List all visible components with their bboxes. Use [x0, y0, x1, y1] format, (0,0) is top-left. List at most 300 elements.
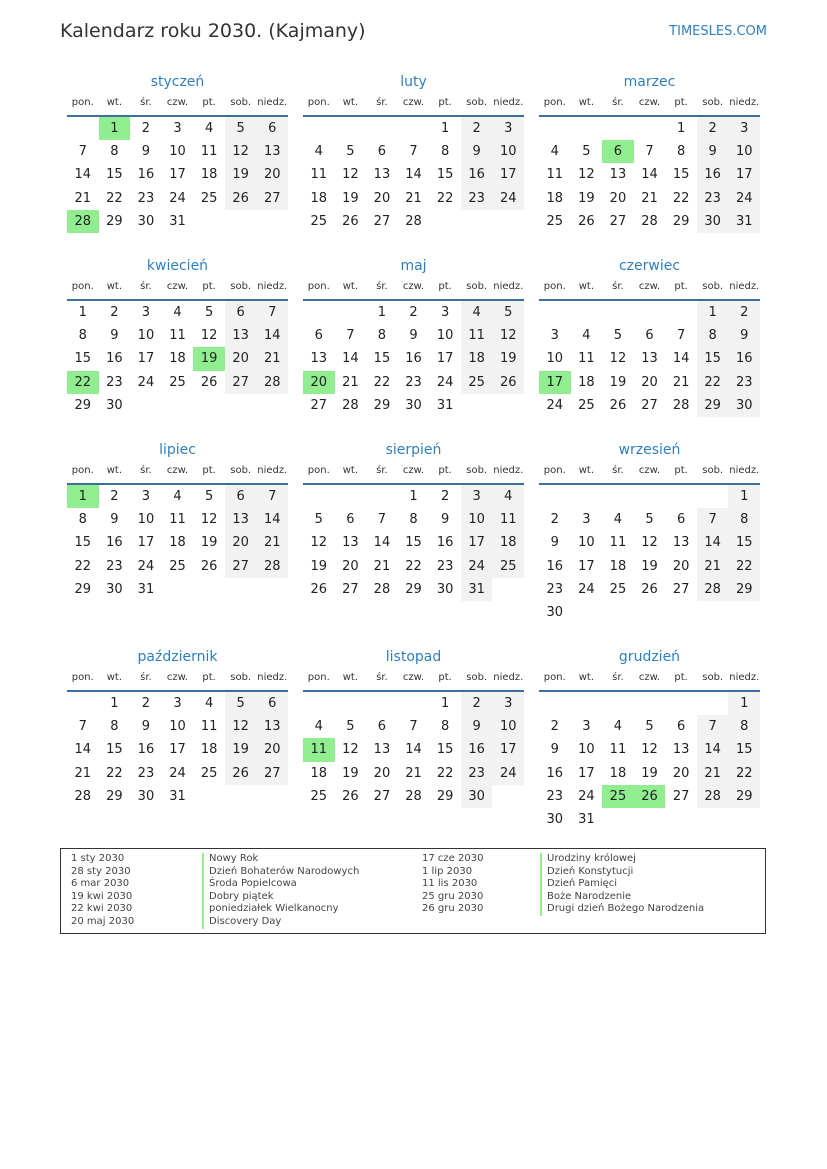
month-calendar [539, 645, 760, 831]
day-cell: 9 [110, 328, 119, 344]
day-cell: 20 [609, 190, 627, 206]
day-cell: 8 [409, 512, 418, 528]
week-row [539, 578, 760, 601]
month-name: czerwiec [618, 258, 681, 274]
day-cell: 3 [141, 305, 151, 320]
weekday-label: śr. [376, 97, 388, 108]
week-row [539, 715, 760, 738]
empty-cell [602, 117, 634, 140]
day-cell: 19 [578, 190, 595, 206]
day-cell: 9 [728, 324, 760, 347]
week-row [303, 163, 524, 186]
day-cell: 11 [578, 351, 595, 367]
day-cell: 7 [256, 301, 288, 324]
weekday-label: niedz. [729, 97, 760, 108]
day-cell: 19 [609, 374, 627, 390]
weekday-label: sob. [702, 465, 724, 476]
day-cell: 30 [546, 811, 564, 827]
day-cell: 3 [173, 696, 182, 711]
day-cell: 14 [672, 351, 690, 367]
day-cell: 27 [225, 371, 257, 394]
day-cell: 12 [342, 742, 359, 758]
day-cell: 3 [440, 305, 450, 320]
weekday-label: niedz. [729, 465, 760, 476]
day-cell: 14 [256, 508, 288, 531]
day-cell: 26 [578, 213, 595, 229]
weekday-header [67, 278, 288, 301]
day-cell: 4 [173, 489, 182, 504]
legend-holiday-name: Dzień Konstytucji [540, 866, 704, 879]
day-cell: 25 [200, 190, 218, 206]
day-cell: 6 [645, 328, 654, 344]
day-cell: 17 [492, 738, 524, 761]
day-cell: 4 [582, 328, 591, 344]
week-row [539, 210, 760, 233]
day-cell: 31 [461, 578, 493, 601]
day-cell: 19 [492, 347, 524, 370]
day-cell: 15 [74, 351, 92, 367]
week-row [67, 555, 288, 578]
weekday-label: śr. [140, 281, 152, 292]
day-cell: 10 [578, 742, 595, 758]
day-cell: 4 [204, 696, 214, 711]
day-cell: 11 [200, 144, 218, 160]
day-cell: 4 [314, 719, 323, 735]
day-cell: 21 [74, 765, 92, 781]
day-cell: 29 [74, 397, 92, 413]
day-cell: 21 [74, 190, 92, 206]
weekday-label: sob. [466, 97, 488, 108]
legend-date: 25 gru 2030 [422, 890, 484, 902]
empty-cell [303, 485, 335, 508]
site-link[interactable]: TIMESLES.COM [669, 24, 767, 39]
empty-cell [162, 394, 194, 417]
week-row [539, 324, 760, 347]
day-cell: 12 [578, 167, 595, 183]
day-cell: 22 [728, 555, 760, 578]
weekday-label: sob. [230, 281, 252, 292]
empty-cell [602, 808, 634, 831]
day-cell: 24 [436, 374, 454, 390]
day-cell: 8 [78, 328, 87, 344]
day-cell: 10 [728, 140, 760, 163]
day-cell: 9 [141, 719, 151, 735]
day-cell: 7 [256, 485, 288, 508]
day-cell: 29 [436, 788, 454, 804]
day-cell: 12 [200, 328, 218, 344]
day-cell: 1 [377, 305, 387, 320]
day-cell: 2 [461, 117, 493, 140]
day-cell: 27 [342, 581, 359, 597]
empty-cell [398, 692, 430, 715]
day-cell: 12 [609, 351, 627, 367]
week-row [303, 394, 524, 417]
empty-cell [665, 601, 697, 624]
weekday-label: pt. [674, 672, 688, 683]
day-cell: 21 [256, 347, 288, 370]
day-cell: 9 [550, 535, 559, 551]
month-calendar [539, 254, 760, 417]
day-cell: 19 [342, 765, 359, 781]
day-cell: 30 [106, 581, 123, 597]
day-cell: 13 [373, 167, 391, 183]
week-row [539, 555, 760, 578]
week-row [303, 347, 524, 370]
day-cell: 30 [137, 788, 155, 804]
day-cell: 28 [256, 371, 288, 394]
day-cell: 22 [728, 762, 760, 785]
day-cell: 29 [728, 578, 760, 601]
day-cell: 20 [672, 558, 690, 574]
day-cell: 7 [676, 328, 686, 344]
day-cell: 16 [546, 558, 564, 574]
week-row [67, 140, 288, 163]
day-cell: 9 [697, 140, 729, 163]
legend-holiday-name: Dobry piątek [202, 891, 359, 904]
day-cell: 16 [546, 765, 564, 781]
day-cell: 27 [373, 213, 391, 229]
month-name: luty [400, 74, 427, 90]
weekday-label: śr. [140, 465, 152, 476]
week-row [67, 394, 288, 417]
empty-cell [225, 785, 257, 808]
day-cell: 5 [314, 512, 323, 528]
weekday-label: śr. [612, 465, 624, 476]
day-cell: 13 [225, 324, 257, 347]
week-row [303, 692, 524, 715]
weekday-label: śr. [612, 97, 624, 108]
day-cell: 5 [225, 692, 257, 715]
empty-cell [256, 785, 288, 808]
day-cell: 23 [461, 187, 493, 210]
day-cell: 17 [137, 351, 155, 367]
day-cell: 29 [405, 581, 422, 597]
day-cell: 19 [342, 190, 359, 206]
week-row [67, 578, 288, 601]
weekday-header [539, 278, 760, 301]
day-cell: 24 [578, 788, 595, 804]
day-cell: 17 [169, 167, 186, 183]
weekday-label: pt. [438, 465, 452, 476]
day-cell: 29 [697, 394, 729, 417]
day-cell: 28 [405, 213, 422, 229]
day-cell: 25 [169, 558, 186, 574]
day-cell: 11 [169, 328, 186, 344]
month-name: wrzesień [618, 442, 681, 458]
day-cell: 10 [436, 328, 454, 344]
empty-cell [492, 785, 524, 808]
day-cell: 8 [110, 144, 119, 160]
day-cell: 21 [405, 765, 422, 781]
day-cell: 14 [641, 167, 658, 183]
day-cell: 30 [697, 210, 729, 233]
day-cell: 24 [169, 190, 186, 206]
day-cell: 22 [697, 371, 729, 394]
day-cell: 20 [373, 190, 391, 206]
empty-cell [571, 601, 603, 624]
week-row [303, 301, 524, 324]
weekday-label: czw. [638, 465, 661, 476]
day-cell: 3 [492, 692, 524, 715]
day-cell: 13 [672, 535, 690, 551]
day-cell: 30 [436, 581, 454, 597]
weekday-label: pon. [307, 97, 330, 108]
weekday-header [303, 94, 524, 117]
day-cell: 9 [110, 512, 119, 528]
day-cell: 14 [256, 324, 288, 347]
weekday-label: niedz. [729, 281, 760, 292]
empty-cell [602, 301, 634, 324]
weekday-header [303, 278, 524, 301]
day-cell: 21 [672, 374, 690, 390]
day-cell: 31 [169, 213, 186, 229]
day-cell: 12 [492, 324, 524, 347]
day-cell: 16 [697, 163, 729, 186]
week-row [539, 508, 760, 531]
weekday-label: sob. [230, 97, 252, 108]
empty-cell [398, 117, 430, 140]
week-row [303, 715, 524, 738]
week-row [539, 531, 760, 554]
day-cell: 16 [405, 351, 422, 367]
day-cell: 15 [436, 167, 454, 183]
weekday-label: pon. [543, 281, 566, 292]
day-cell: 22 [106, 190, 123, 206]
week-row [67, 187, 288, 210]
day-cell: 25 [609, 581, 627, 597]
empty-cell [697, 692, 729, 715]
weekday-label: czw. [638, 281, 661, 292]
day-cell: 30 [728, 394, 760, 417]
week-row [539, 347, 760, 370]
legend-date: 28 sty 2030 [71, 865, 131, 877]
weekday-label: pon. [71, 97, 94, 108]
day-cell: 25 [602, 785, 634, 808]
day-cell: 9 [141, 144, 151, 160]
day-cell: 27 [225, 555, 257, 578]
day-cell: 25 [310, 213, 328, 229]
day-cell: 7 [409, 144, 418, 160]
week-row [67, 371, 288, 394]
day-cell: 5 [346, 719, 355, 735]
empty-cell [492, 210, 524, 233]
day-cell: 12 [225, 715, 257, 738]
day-cell: 24 [578, 581, 595, 597]
day-cell: 3 [582, 719, 591, 735]
day-cell: 1 [67, 485, 99, 508]
weekday-header [539, 94, 760, 117]
day-cell: 16 [461, 738, 493, 761]
day-cell: 7 [377, 512, 387, 528]
day-cell: 28 [67, 210, 99, 233]
day-cell: 17 [578, 558, 595, 574]
weekday-label: pt. [674, 465, 688, 476]
week-row [303, 531, 524, 554]
day-cell: 3 [461, 485, 493, 508]
month-calendar [67, 254, 288, 417]
weekday-label: wt. [342, 281, 358, 292]
day-cell: 27 [310, 397, 328, 413]
week-row [67, 738, 288, 761]
day-cell: 6 [676, 719, 686, 735]
legend-holiday-name: Dzień Bohaterów Narodowych [202, 866, 359, 879]
day-cell: 10 [578, 535, 595, 551]
day-cell: 3 [582, 512, 591, 528]
day-cell: 5 [645, 512, 654, 528]
day-cell: 23 [546, 581, 564, 597]
day-cell: 12 [225, 140, 257, 163]
week-row [539, 601, 760, 624]
weekday-label: wt. [106, 465, 122, 476]
day-cell: 28 [74, 788, 92, 804]
day-cell: 3 [141, 489, 151, 504]
day-cell: 19 [641, 765, 658, 781]
day-cell: 17 [492, 163, 524, 186]
week-row [539, 117, 760, 140]
weekday-label: pon. [71, 672, 94, 683]
month-name: styczeń [150, 74, 205, 90]
weekday-label: pon. [71, 281, 94, 292]
day-cell: 5 [613, 328, 623, 344]
week-row [303, 578, 524, 601]
day-cell: 13 [342, 535, 359, 551]
day-cell: 24 [169, 765, 186, 781]
day-cell: 7 [78, 144, 87, 160]
day-cell: 22 [106, 765, 123, 781]
day-cell: 8 [78, 512, 87, 528]
day-cell: 11 [310, 167, 328, 183]
day-cell: 25 [578, 397, 595, 413]
weekday-label: czw. [166, 465, 189, 476]
day-cell: 27 [609, 213, 627, 229]
day-cell: 4 [173, 305, 182, 320]
day-cell: 13 [609, 167, 627, 183]
day-cell: 1 [440, 121, 450, 136]
weekday-label: śr. [612, 672, 624, 683]
day-cell: 15 [106, 167, 123, 183]
empty-cell [634, 117, 666, 140]
day-cell: 7 [697, 715, 729, 738]
empty-cell [130, 394, 162, 417]
day-cell: 29 [672, 213, 690, 229]
day-cell: 9 [461, 715, 493, 738]
empty-cell [461, 210, 493, 233]
day-cell: 18 [310, 765, 328, 781]
day-cell: 17 [169, 742, 186, 758]
empty-cell [665, 692, 697, 715]
day-cell: 4 [461, 301, 493, 324]
month-name: kwiecień [146, 258, 209, 274]
day-cell: 14 [74, 742, 92, 758]
day-cell: 15 [728, 738, 760, 761]
day-cell: 24 [492, 187, 524, 210]
day-cell: 26 [609, 397, 627, 413]
day-cell: 3 [492, 117, 524, 140]
day-cell: 7 [78, 719, 87, 735]
weekday-label: pon. [543, 97, 566, 108]
empty-cell [335, 117, 367, 140]
day-cell: 31 [436, 397, 454, 413]
day-cell: 26 [492, 371, 524, 394]
day-cell: 6 [225, 485, 257, 508]
legend-date: 1 lip 2030 [422, 865, 473, 877]
day-cell: 2 [110, 489, 119, 504]
holiday-legend [60, 848, 766, 934]
empty-cell [492, 394, 524, 417]
weekday-label: pt. [202, 97, 216, 108]
day-cell: 4 [314, 144, 323, 160]
legend-date: 26 gru 2030 [422, 903, 484, 915]
day-cell: 8 [377, 328, 387, 344]
empty-cell [634, 692, 666, 715]
day-cell: 23 [461, 762, 493, 785]
weekday-label: niedz. [493, 465, 524, 476]
weekday-label: sob. [702, 281, 724, 292]
day-cell: 20 [342, 558, 359, 574]
month-calendar [67, 438, 288, 601]
day-cell: 1 [99, 117, 131, 140]
weekday-header [539, 669, 760, 692]
weekday-label: pon. [307, 465, 330, 476]
month-calendar [303, 70, 524, 233]
empty-cell [335, 692, 367, 715]
day-cell: 8 [697, 324, 729, 347]
day-cell: 14 [342, 351, 359, 367]
empty-cell [571, 485, 603, 508]
day-cell: 1 [728, 692, 760, 715]
weekday-label: wt. [106, 281, 122, 292]
empty-cell [634, 301, 666, 324]
day-cell: 2 [141, 696, 151, 711]
day-cell: 15 [74, 535, 92, 551]
day-cell: 15 [373, 351, 391, 367]
day-cell: 30 [546, 604, 564, 620]
weekday-label: sob. [702, 672, 724, 683]
day-cell: 18 [546, 190, 564, 206]
day-cell: 21 [697, 762, 729, 785]
day-cell: 3 [550, 328, 559, 344]
weekday-label: wt. [342, 672, 358, 683]
week-row [67, 117, 288, 140]
day-cell: 23 [436, 558, 454, 574]
day-cell: 16 [137, 742, 155, 758]
empty-cell [366, 485, 398, 508]
day-cell: 1 [78, 305, 87, 320]
day-cell: 8 [440, 144, 450, 160]
week-row [539, 762, 760, 785]
day-cell: 5 [582, 144, 591, 160]
day-cell: 28 [373, 581, 391, 597]
empty-cell [225, 210, 257, 233]
day-cell: 24 [461, 555, 493, 578]
day-cell: 26 [225, 187, 257, 210]
empty-cell [634, 485, 666, 508]
weekday-label: wt. [342, 465, 358, 476]
empty-cell [303, 117, 335, 140]
month-calendar [303, 254, 524, 417]
day-cell: 7 [409, 719, 418, 735]
weekday-label: pt. [438, 97, 452, 108]
legend-date: 22 kwi 2030 [71, 903, 133, 915]
week-row [539, 692, 760, 715]
day-cell: 14 [74, 167, 92, 183]
day-cell: 10 [492, 715, 524, 738]
day-cell: 18 [310, 190, 328, 206]
empty-cell [162, 578, 194, 601]
month-calendar [539, 438, 760, 624]
weekday-label: pt. [674, 281, 688, 292]
day-cell: 30 [137, 213, 155, 229]
